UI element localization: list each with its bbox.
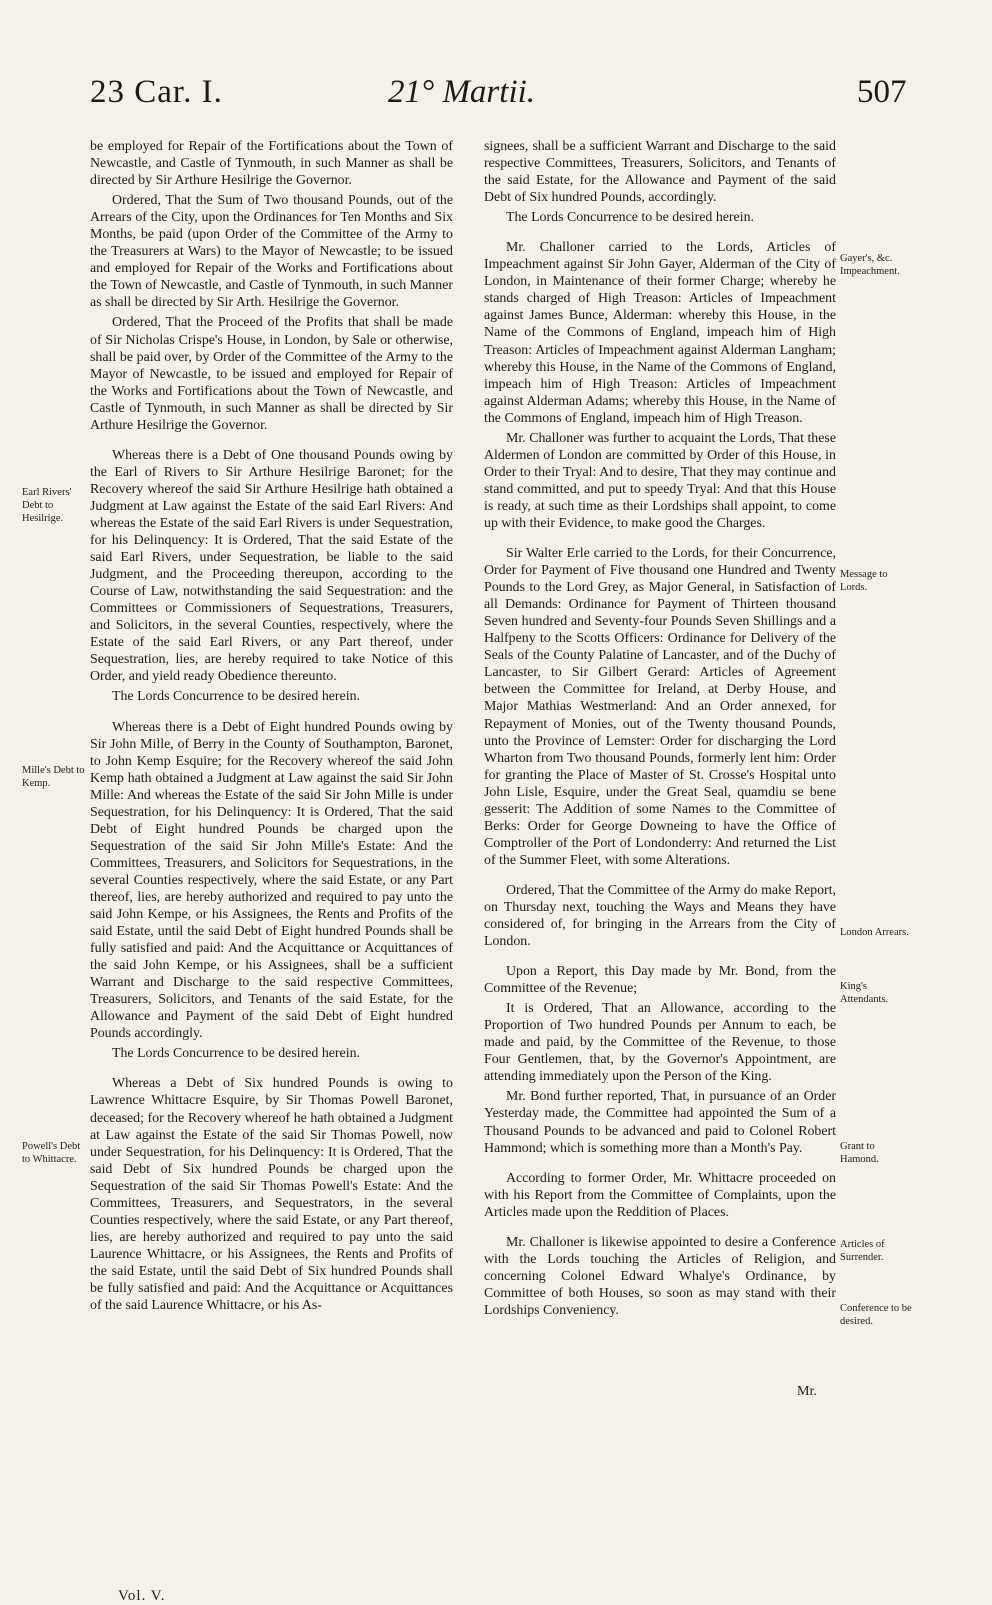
page-header (0, 74, 992, 124)
paragraph: Ordered, That the Sum of Two thousand Pounds, out of the Arrears of the City, upon the Ordinances for Ten Months and Six Months, be paid (upon Order of the Committee of the Army to the Treasurers at Wars) to the Mayor of Newcastle; to be issued and employed for Repair of the Works and Fortifications about the Town of Newcastle, and Castle of Tynmouth, in such Manner as shall be directed by Sir Arth. Hesilrige the Governor. (90, 193, 453, 311)
paragraph: Ordered, That the Proceed of the Profits that shall be made of Sir Nicholas Crispe's House, in London, by Sale or otherwise, shall be paid over, by Order of the Committee of the Army to the Mayor of Newcastle, to be issued and employed for Repair of the Works and Fortifications about the Town of Newcastle, and Castle of Tynmouth, in such Manner as shall be directed by Sir Arthure Hesilrige the Governor. (90, 315, 453, 433)
paragraph: Upon a Report, this Day made by Mr. Bond, from the Committee of the Revenue; (484, 964, 836, 997)
paragraph: be employed for Repair of the Fortifications about the Town of Newcastle, and Castle of Tynmouth, in such Manner as shall be directed by Sir Arthure Hesilrige the Governor. (90, 139, 453, 189)
margin-note-conference: Conference to be desired. (840, 1303, 912, 1327)
paragraph: It is Ordered, That an Allowance, according to the Proportion of Two hundred Pounds per Annum to each, be made and paid, by the Committee of the Revenue, to those Four Gentlemen, that, by the Governor's Appointment, are attending immediately upon the Person of the King. (484, 1001, 836, 1085)
paragraph: Sir Walter Erle carried to the Lords, for their Concurrence, Order for Payment of Five thousand one Hundred and Twenty Pounds to the Lord Grey, as Major General, in Satisfaction of all Demands: Ordinance for Payment of Thirteen thousand Seven hundred and Seventy-four Pounds Seven Shillings and a Halfpeny to the Scotts Officers: Ordinance for Delivery of the Seals of the County Palatine of Lancaster, and of the Duchy of Lancaster, to Sir Gilbert Gerard: Articles of Agreement between the Committee for Ireland, at Derby House, and Major Mathias Westmerland: And an Order annexed, for Repayment of Monies, out of the Twenty thousand Pounds, unto the Province of Lemster: Order for discharging the Lord Wharton from Two thousand Pounds, formerly lent him: Order for granting the Place of Master of St. Crosse's Hospital unto John Lisle, Esquire, under the Great Seal, quamdiu se bene gesserit: The Addition of some Names to the Committee of Berks: Order for George Downeing to have the Office of Comptroller of the Port of Londonderry: And returned the List of the Summer Fleet, with some Alterations. (484, 546, 836, 868)
paragraph: signees, shall be a sufficient Warrant and Discharge to the said respective Committees, Treasurers, Solicitors, and Tenants of the said Estate, for the Allowance and Payment of the said Debt of Six hundred Pounds, accordingly. (484, 139, 836, 206)
paragraph: Mr. Challoner is likewise appointed to desire a Conference with the Lords touching the Articles of Religion, and concerning Colonel Edward Whalye's Ordinance, by Committee of both Houses, so soon as may stand with their Lordships Conveniency. (484, 1234, 836, 1318)
margin-note-king: King's Attendants. (840, 981, 889, 1005)
margin-note-articles: Articles of Surrender. (840, 1239, 885, 1263)
catchword: Mr. (797, 1384, 817, 1399)
paragraph: Whereas a Debt of Six hundred Pounds is owing to Lawrence Whittacre Esquire, by Sir Thomas Powell Baronet, deceased; for the Recovery whereof he hath obtained a Judgment at Law against the Estate of the said Sir Thomas Powell, now under Sequestration, for his Delinquency: It is Ordered, That the said Debt of Six hundred Pounds be charged upon the Sequestration of the said Sir Thomas Powell's Estate: And the Committees, Treasurers, and Sequestrators, in the several Counties respectively, where the said Estate, or any Part thereof, lies, are hereby authorized and required to pay unto the said Laurence Whittacre, or his Assignees, the Rents and Profits of the said Estate, until the said Debt of Six hundred Pounds shall be fully satisfied and paid: And the Acquittance or Acquittances of the said Laurence Whittacre, or his As- (90, 1076, 453, 1314)
left-column (90, 138, 453, 1317)
margin-note-powell: Powell's Debt to Whittacre. (22, 1141, 81, 1165)
date-heading: 21° Martii. (388, 74, 536, 110)
paragraph: The Lords Concurrence to be desired herein. (112, 1046, 361, 1062)
volume-signature: Vol. V. (118, 1588, 166, 1604)
paragraph: Mr. Bond further reported, That, in pursuance of an Order Yesterday made, the Committee had appointed the Sum of a Thousand Pounds to be advanced and paid to Colonel Robert Hammond; which is something more than a Month's Pay. (484, 1089, 836, 1156)
page-number: 507 (857, 74, 907, 110)
paragraph: The Lords Concurrence to be desired herein. (112, 689, 361, 705)
paragraph: Ordered, That the Committee of the Army do make Report, on Thursday next, touching the Ways and Means they have considered of, for bringing in the Arrears from the City of London. (484, 882, 836, 950)
paragraph: Whereas there is a Debt of One thousand Pounds owing by the Earl of Rivers to Sir Arthure Hesilrige Baronet; for the Recovery whereof the said Sir Arthure Hesilrige hath obtained a Judgment at Law against the Estate of the said Earl Rivers: And whereas the Estate of the said Earl Rivers is under Sequestration, for his Delinquency: It is Ordered, That the said Estate of the said Earl Rivers, under Sequestration, be liable to the said Judgment, and the Proceeding thereupon, according to the Course of Law, notwithstanding the said Sequestration: and the Committees or Commissioners of Sequestrations, Treasurers, and Solicitors, in the several Counties, respectively, where the Estate of the said Earl Rivers, or any Part thereof, under Sequestration, lies, are hereby required to take Notice of this Order, and yield ready Obedience thereunto. (90, 447, 453, 685)
margin-note-gayer: Gayer's, &c. Impeachment. (840, 253, 900, 277)
margin-note-earl-rivers: Earl Rivers' Debt to Hesilrige. (22, 487, 72, 524)
paragraph: According to former Order, Mr. Whittacre proceeded on with his Report from the Committee of Complaints, upon the Articles made upon the Reddition of Places. (484, 1170, 836, 1220)
paragraph: Mr. Challoner carried to the Lords, Articles of Impeachment against Sir John Gayer, Alderman of the City of London, in Maintenance of their former Charge; whereby he stands charged of High Treason: Articles of Impeachment against James Bunce, Alderman: whereby this House, in the Name of the Commons of England, impeach him of High Treason: Articles of Impeachment against Alderman Langham; whereby this House, in the Name of the Commons of England, impeach him of High Treason: Articles of Impeachment against Alderman Adams; whereby this House, in the Name of the Commons of England, impeach him of High Treason. (484, 240, 836, 426)
regnal-year: 23 Car. I. (90, 74, 223, 110)
paragraph: Whereas there is a Debt of Eight hundred Pounds owing by Sir John Mille, of Berry in the County of Southampton, Baronet, to John Kemp Esquire; for the Recovery whereof the said John Kemp hath obtained a Judgment at Law against the said Sir John Mille: And whereas the Estate of the said Sir John Mille is under Sequestration, for his Delinquency: It is Ordered, That the said Debt of Eight hundred Pounds be charged upon the Sequestration of the said Sir John Mille's Estate: And the Committees, Treasurers, and Solicitors for Sequestrations, in the several Counties respectively, where the said Estate, or any Part thereof, lies, are hereby authorized and required to pay unto the said John Kempe, or his Assignees, the Rents and Profits of the said Estate, until the said Debt of Eight hundred Pounds shall be fully satisfied and paid: And the Acquittance or Acquittances of the said John Kempe, or his Assignees, shall be a sufficient Warrant and Discharge to the said respective Committees, Treasurers, Solicitors, and Tenants of the said Estate, for the Allowance and Payment of the said Debt of Eight hundred Pounds accordingly. (90, 719, 453, 1042)
margin-note-london: London Arrears. (840, 927, 909, 938)
paragraph: Mr. Challoner was further to acquaint the Lords, That these Aldermen of London are committed by Order of this House, in Order to their Tryal: And to desire, That they may continue and stand committed, and put to speedy Tryal: And that this House is ready, at such time as their Lordships shall appoint, to come up with their Evidence, to make good the Charges. (484, 430, 836, 531)
paragraph: The Lords Concurrence to be desired herein. (506, 210, 755, 226)
margin-note-grant: Grant to Hamond. (840, 1141, 879, 1165)
margin-note-mille: Mille's Debt to Kemp. (22, 765, 85, 789)
right-column (484, 138, 836, 1322)
margin-note-message: Message to Lords. (840, 569, 888, 593)
